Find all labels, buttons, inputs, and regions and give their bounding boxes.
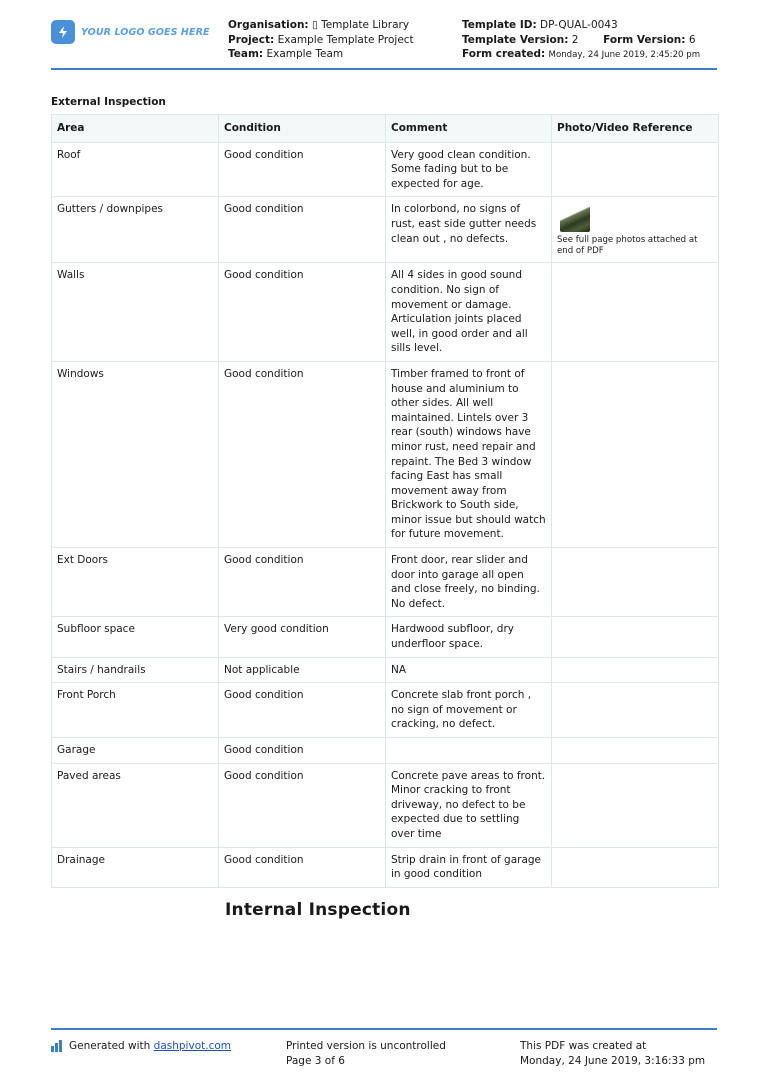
cell-photo	[552, 197, 719, 263]
version-row	[462, 33, 700, 48]
cell-photo	[552, 617, 719, 657]
table-row	[52, 738, 719, 764]
footer-printed-line1: Printed version is uncontrolled	[286, 1040, 446, 1052]
cell-condition: Good condition	[219, 683, 386, 738]
cell-photo	[552, 361, 719, 547]
header-meta-right	[462, 18, 700, 63]
cell-condition: Good condition	[219, 361, 386, 547]
column-header-comment: Comment	[386, 115, 552, 143]
column-header-photo: Photo/Video Reference	[552, 115, 719, 143]
table-row	[52, 263, 719, 362]
company-logo	[51, 20, 210, 44]
template-id-row	[462, 18, 700, 33]
cell-photo	[552, 738, 719, 764]
cell-comment: Hardwood subfloor, dry underfloor space.	[386, 617, 552, 657]
footer-created-line1: This PDF was created at	[520, 1040, 647, 1052]
column-header-condition: Condition	[219, 115, 386, 143]
organisation-value: ▯ Template Library	[311, 19, 410, 31]
footer-printed	[286, 1039, 446, 1068]
logo-text: YOUR LOGO GOES HERE	[81, 26, 210, 38]
cell-area: Subfloor space	[52, 617, 219, 657]
photo-caption: See full page photos attached at end of PDF	[557, 235, 698, 257]
table-row	[52, 548, 719, 617]
cell-condition: Good condition	[219, 142, 386, 197]
cell-condition: Good condition	[219, 847, 386, 887]
template-version-value: 2	[571, 33, 579, 46]
table-row	[52, 617, 719, 657]
cell-photo	[552, 847, 719, 887]
section-title-internal: Internal Inspection	[225, 900, 411, 920]
table-row	[52, 763, 719, 847]
footer-created	[520, 1039, 705, 1068]
cell-condition: Very good condition	[219, 617, 386, 657]
template-version-label: Template Version:	[462, 33, 569, 46]
table-row	[52, 683, 719, 738]
logo-mark-icon	[51, 20, 75, 44]
cell-area: Gutters / downpipes	[52, 197, 219, 263]
cell-area: Paved areas	[52, 763, 219, 847]
team-row	[228, 47, 414, 62]
cell-photo	[552, 548, 719, 617]
cell-comment: In colorbond, no signs of rust, east side gutter needs clean out , no defects.	[386, 197, 552, 263]
footer-page-number: Page 3 of 6	[286, 1054, 345, 1067]
table-row	[52, 847, 719, 887]
table-row	[52, 657, 719, 683]
cell-condition: Good condition	[219, 197, 386, 263]
footer-generated	[51, 1039, 231, 1054]
cell-condition: Good condition	[219, 263, 386, 362]
table-header-row	[52, 115, 719, 143]
cell-photo	[552, 142, 719, 197]
cell-condition: Good condition	[219, 763, 386, 847]
form-created-value: Monday, 24 June 2019, 2:45:20 pm	[548, 50, 701, 60]
footer-divider	[51, 1028, 717, 1030]
cell-comment: Concrete slab front porch , no sign of movement or cracking, no defect.	[386, 683, 552, 738]
header-divider	[51, 68, 717, 70]
template-id-label: Template ID:	[462, 19, 537, 31]
table-row	[52, 197, 719, 263]
cell-area: Stairs / handrails	[52, 657, 219, 683]
footer-created-line2: Monday, 24 June 2019, 3:16:33 pm	[520, 1054, 706, 1067]
cell-area: Walls	[52, 263, 219, 362]
form-created-row	[462, 47, 700, 63]
page-header	[51, 14, 717, 70]
bar-chart-icon	[51, 1040, 63, 1052]
cell-comment: Very good clean condition. Some fading but to be expected for age.	[386, 142, 552, 197]
project-value: Example Template Project	[277, 33, 414, 46]
section-title-external: External Inspection	[51, 96, 166, 108]
table-row	[52, 142, 719, 197]
external-inspection-table	[51, 114, 719, 888]
cell-area: Front Porch	[52, 683, 219, 738]
cell-photo	[552, 263, 719, 362]
footer-generated-prefix: Generated with	[69, 1040, 151, 1052]
cell-area: Windows	[52, 361, 219, 547]
column-header-area: Area	[52, 115, 219, 143]
cell-comment: All 4 sides in good sound condition. No sign of movement or damage. Articulation joints placed well, in good order and all sills level.	[386, 263, 552, 362]
cell-area: Drainage	[52, 847, 219, 887]
team-label: Team:	[228, 48, 264, 60]
project-label: Project:	[228, 33, 275, 46]
organisation-label: Organisation:	[228, 19, 309, 31]
cell-comment	[386, 738, 552, 764]
cell-photo	[552, 763, 719, 847]
header-meta-left	[228, 18, 414, 62]
dashpivot-link[interactable]: dashpivot.com	[153, 1040, 231, 1052]
cell-area: Ext Doors	[52, 548, 219, 617]
photo-thumbnail[interactable]	[560, 204, 590, 232]
organisation-row	[228, 18, 414, 33]
team-value: Example Team	[266, 48, 344, 60]
cell-comment: Front door, rear slider and door into garage all open and close freely, no binding. No defect.	[386, 548, 552, 617]
cell-comment: Strip drain in front of garage in good condition	[386, 847, 552, 887]
form-version-value: 6	[688, 33, 696, 46]
cell-area: Garage	[52, 738, 219, 764]
cell-comment: NA	[386, 657, 552, 683]
template-id-value: DP-QUAL-0043	[540, 19, 618, 31]
cell-photo	[552, 683, 719, 738]
form-version-label: Form Version:	[603, 33, 686, 46]
cell-condition: Not applicable	[219, 657, 386, 683]
cell-area: Roof	[52, 142, 219, 197]
project-row	[228, 33, 414, 48]
cell-comment: Timber framed to front of house and aluminium to other sides. All well maintained. Lintels over 3 rear (south) windows have minor rust, need repair and repaint. The Bed 3 window facing East has small movement away from Brickwork to South side, minor issue but should watch for future movement.	[386, 361, 552, 547]
cell-condition: Good condition	[219, 548, 386, 617]
table-row	[52, 361, 719, 547]
cell-comment: Concrete pave areas to front. Minor cracking to front driveway, no defect to be expected due to settling over time	[386, 763, 552, 847]
cell-condition: Good condition	[219, 738, 386, 764]
form-created-label: Form created:	[462, 48, 546, 60]
cell-photo	[552, 657, 719, 683]
